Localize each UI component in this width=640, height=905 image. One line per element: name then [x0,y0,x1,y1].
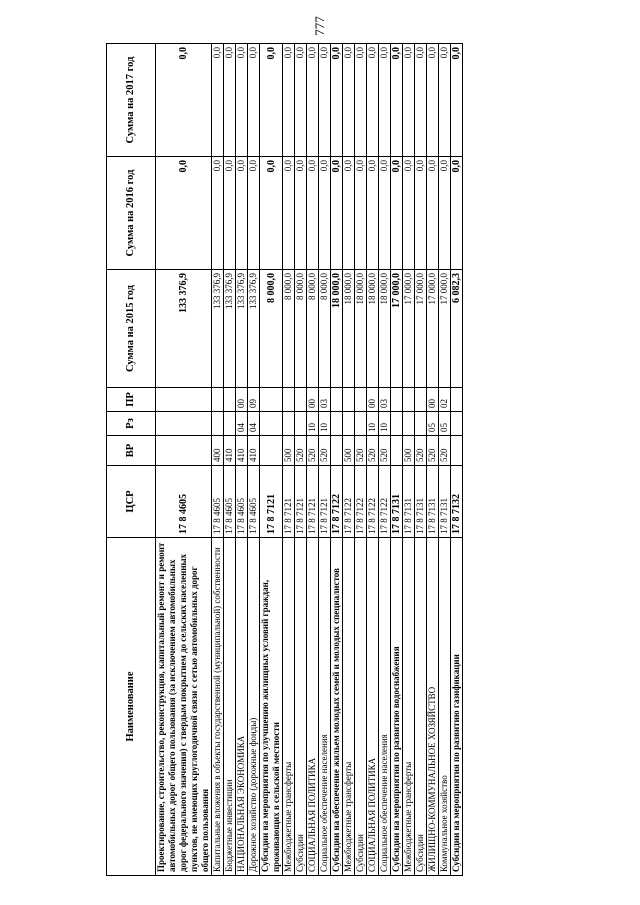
cell-sum-2017: 0,0 [319,44,331,157]
cell-sum-2015: 133 376,9 [156,270,212,388]
cell-sum-2017: 0,0 [379,44,391,157]
cell-rz: 04 [236,412,248,436]
cell-sum-2016: 0,0 [439,157,451,270]
table-row [355,44,367,876]
cell-sum-2016: 0,0 [283,157,295,270]
cell-rz [391,412,403,436]
cell-pr: 03 [319,388,331,412]
cell-vr: 410 [248,436,260,466]
cell-pr [295,388,307,412]
cell-pr: 02 [439,388,451,412]
cell-sum-2016: 0,0 [319,157,331,270]
table-row [403,44,415,876]
cell-rz: 05 [427,412,439,436]
cell-pr [283,388,295,412]
cell-sum-2017: 0,0 [283,44,295,157]
header-rz: Рз [107,412,156,436]
cell-vr: 520 [439,436,451,466]
cell-sum-2015: 17 000,0 [391,270,403,388]
budget-table-container [106,44,584,876]
cell-name: Социальное обеспечение населения [319,538,331,876]
cell-csr: 17 8 7122 [355,466,367,538]
cell-csr: 17 8 7121 [260,466,283,538]
cell-rz [156,412,212,436]
table-body [156,44,463,876]
table-row [236,44,248,876]
cell-rz [260,412,283,436]
cell-name: Субсидии на мероприятия по развитию газификации [451,538,463,876]
cell-vr: 410 [236,436,248,466]
cell-sum-2016: 0,0 [355,157,367,270]
cell-pr [355,388,367,412]
cell-sum-2015: 18 000,0 [367,270,379,388]
cell-sum-2017: 0,0 [156,44,212,157]
cell-sum-2015: 8 000,0 [260,270,283,388]
cell-pr [403,388,415,412]
table-row [307,44,319,876]
cell-vr: 520 [415,436,427,466]
cell-sum-2016: 0,0 [331,157,343,270]
cell-csr: 17 8 7132 [451,466,463,538]
cell-sum-2015: 18 000,0 [355,270,367,388]
cell-rz: 10 [379,412,391,436]
cell-sum-2017: 0,0 [427,44,439,157]
cell-sum-2015: 133 376,9 [212,270,224,388]
table-row [319,44,331,876]
cell-sum-2017: 0,0 [248,44,260,157]
header-sum-2015: Сумма на 2015 год [107,270,156,388]
cell-name: Субсидии [355,538,367,876]
cell-sum-2017: 0,0 [260,44,283,157]
cell-vr: 520 [355,436,367,466]
cell-sum-2015: 18 000,0 [379,270,391,388]
cell-vr: 520 [295,436,307,466]
cell-rz [451,412,463,436]
cell-rz [343,412,355,436]
cell-sum-2016: 0,0 [403,157,415,270]
cell-name: Коммунальное хозяйство [439,538,451,876]
cell-csr: 17 8 7122 [343,466,355,538]
cell-rz [295,412,307,436]
cell-vr: 500 [403,436,415,466]
cell-name: Капитальные вложения в объекты государственной (муниципальной) собственности [212,538,224,876]
cell-rz: 05 [439,412,451,436]
cell-sum-2016: 0,0 [415,157,427,270]
cell-pr: 00 [427,388,439,412]
cell-sum-2015: 133 376,9 [248,270,260,388]
cell-csr: 17 8 7131 [439,466,451,538]
cell-csr: 17 8 7131 [391,466,403,538]
cell-vr: 410 [224,436,236,466]
cell-rz: 10 [367,412,379,436]
cell-pr: 00 [307,388,319,412]
cell-sum-2015: 8 000,0 [283,270,295,388]
cell-vr: 500 [343,436,355,466]
cell-sum-2016: 0,0 [379,157,391,270]
cell-sum-2016: 0,0 [367,157,379,270]
cell-sum-2016: 0,0 [343,157,355,270]
cell-rz [224,412,236,436]
cell-vr: 520 [367,436,379,466]
cell-sum-2017: 0,0 [212,44,224,157]
cell-sum-2017: 0,0 [415,44,427,157]
cell-sum-2017: 0,0 [224,44,236,157]
table-row [343,44,355,876]
cell-name: Субсидии на мероприятия по улучшению жилищных условий граждан, проживающих в сельской местности [260,538,283,876]
cell-sum-2017: 0,0 [391,44,403,157]
budget-table [106,43,463,876]
cell-csr: 17 8 7121 [319,466,331,538]
cell-name: Субсидии [295,538,307,876]
cell-vr [260,436,283,466]
table-header-row [107,44,156,876]
cell-pr [156,388,212,412]
cell-sum-2017: 0,0 [307,44,319,157]
cell-pr [212,388,224,412]
cell-name: Субсидии [415,538,427,876]
table-row [248,44,260,876]
cell-pr [391,388,403,412]
cell-sum-2016: 0,0 [295,157,307,270]
cell-rz [403,412,415,436]
cell-csr: 17 8 7122 [367,466,379,538]
cell-sum-2017: 0,0 [295,44,307,157]
cell-csr: 17 8 7131 [415,466,427,538]
cell-csr: 17 8 7131 [427,466,439,538]
cell-pr: 09 [248,388,260,412]
table-row [379,44,391,876]
cell-sum-2017: 0,0 [331,44,343,157]
cell-name: Межбюджетные трансферты [343,538,355,876]
header-sum-2016: Сумма на 2016 год [107,157,156,270]
cell-csr: 17 8 4605 [248,466,260,538]
table-row [415,44,427,876]
cell-sum-2016: 0,0 [236,157,248,270]
cell-sum-2015: 8 000,0 [319,270,331,388]
cell-name: ЖИЛИЩНО-КОММУНАЛЬНОЕ ХОЗЯЙСТВО [427,538,439,876]
cell-vr [331,436,343,466]
cell-sum-2016: 0,0 [451,157,463,270]
cell-vr: 520 [307,436,319,466]
cell-csr: 17 8 7122 [331,466,343,538]
cell-sum-2015: 8 000,0 [307,270,319,388]
cell-sum-2016: 0,0 [260,157,283,270]
cell-csr: 17 8 4605 [236,466,248,538]
cell-csr: 17 8 4605 [156,466,212,538]
cell-pr: 00 [236,388,248,412]
cell-vr [156,436,212,466]
cell-vr: 400 [212,436,224,466]
cell-sum-2016: 0,0 [212,157,224,270]
cell-sum-2016: 0,0 [156,157,212,270]
cell-name: Межбюджетные трансферты [283,538,295,876]
cell-vr: 520 [319,436,331,466]
cell-pr [415,388,427,412]
cell-name: СОЦИАЛЬНАЯ ПОЛИТИКА [307,538,319,876]
cell-name: Проектирование, строительство, реконструкция, капитальный ремонт и ремонт автомобильных дорог общего пользования (за исключением автомобильных дорог федерального значения) с твердым покрытием до сельских населенных пунктов, не имеющих круглогодичной связи с сетью автомобильных дорог общего пользования [156,538,212,876]
cell-sum-2015: 8 000,0 [295,270,307,388]
cell-rz [415,412,427,436]
table-row [439,44,451,876]
cell-sum-2016: 0,0 [391,157,403,270]
table-row [331,44,343,876]
cell-csr: 17 8 7131 [403,466,415,538]
header-csr: ЦСР [107,466,156,538]
header-pr: ПР [107,388,156,412]
cell-sum-2017: 0,0 [343,44,355,157]
table-row [367,44,379,876]
cell-sum-2016: 0,0 [248,157,260,270]
cell-name: Субсидии на мероприятия по развитию водоснабжения [391,538,403,876]
cell-csr: 17 8 7121 [283,466,295,538]
cell-sum-2017: 0,0 [367,44,379,157]
cell-vr: 500 [283,436,295,466]
cell-sum-2015: 17 000,0 [415,270,427,388]
table-row [260,44,283,876]
table-row [156,44,212,876]
cell-vr [391,436,403,466]
header-vr: ВР [107,436,156,466]
cell-rz [355,412,367,436]
cell-pr: 00 [367,388,379,412]
cell-name: Социальное обеспечение населения [379,538,391,876]
cell-rz [212,412,224,436]
cell-vr: 520 [379,436,391,466]
cell-sum-2015: 18 000,0 [331,270,343,388]
cell-pr [224,388,236,412]
cell-sum-2017: 0,0 [236,44,248,157]
cell-csr: 17 8 7121 [307,466,319,538]
cell-sum-2017: 0,0 [439,44,451,157]
cell-sum-2016: 0,0 [427,157,439,270]
cell-vr: 520 [427,436,439,466]
table-row [451,44,463,876]
table-row [391,44,403,876]
cell-sum-2015: 17 000,0 [427,270,439,388]
cell-sum-2015: 133 376,9 [224,270,236,388]
cell-sum-2017: 0,0 [403,44,415,157]
cell-sum-2017: 0,0 [451,44,463,157]
cell-vr [451,436,463,466]
table-row [224,44,236,876]
cell-sum-2015: 17 000,0 [439,270,451,388]
cell-sum-2016: 0,0 [307,157,319,270]
header-name: Наименование [107,538,156,876]
cell-pr [331,388,343,412]
cell-pr [260,388,283,412]
cell-rz: 10 [307,412,319,436]
cell-name: Межбюджетные трансферты [403,538,415,876]
header-sum-2017: Сумма на 2017 год [107,44,156,157]
cell-sum-2017: 0,0 [355,44,367,157]
cell-sum-2015: 18 000,0 [343,270,355,388]
table-row [212,44,224,876]
cell-rz: 10 [319,412,331,436]
cell-sum-2016: 0,0 [224,157,236,270]
table-row [295,44,307,876]
cell-csr: 17 8 4605 [224,466,236,538]
cell-name: Бюджетные инвестиции [224,538,236,876]
cell-name: НАЦИОНАЛЬНАЯ ЭКОНОМИКА [236,538,248,876]
cell-csr: 17 8 7121 [295,466,307,538]
cell-rz [283,412,295,436]
table-row [427,44,439,876]
cell-csr: 17 8 7122 [379,466,391,538]
cell-sum-2015: 133 376,9 [236,270,248,388]
cell-name: Субсидии на обеспечение жильем молодых семей и молодых специалистов [331,538,343,876]
cell-pr: 03 [379,388,391,412]
cell-pr [343,388,355,412]
cell-sum-2015: 6 082,3 [451,270,463,388]
cell-rz [331,412,343,436]
table-row [283,44,295,876]
cell-name: Дорожное хозяйство (дорожные фонды) [248,538,260,876]
cell-pr [451,388,463,412]
cell-rz: 04 [248,412,260,436]
cell-csr: 17 8 4605 [212,466,224,538]
cell-sum-2015: 17 000,0 [403,270,415,388]
page-number: 777 [312,16,327,36]
cell-name: СОЦИАЛЬНАЯ ПОЛИТИКА [367,538,379,876]
